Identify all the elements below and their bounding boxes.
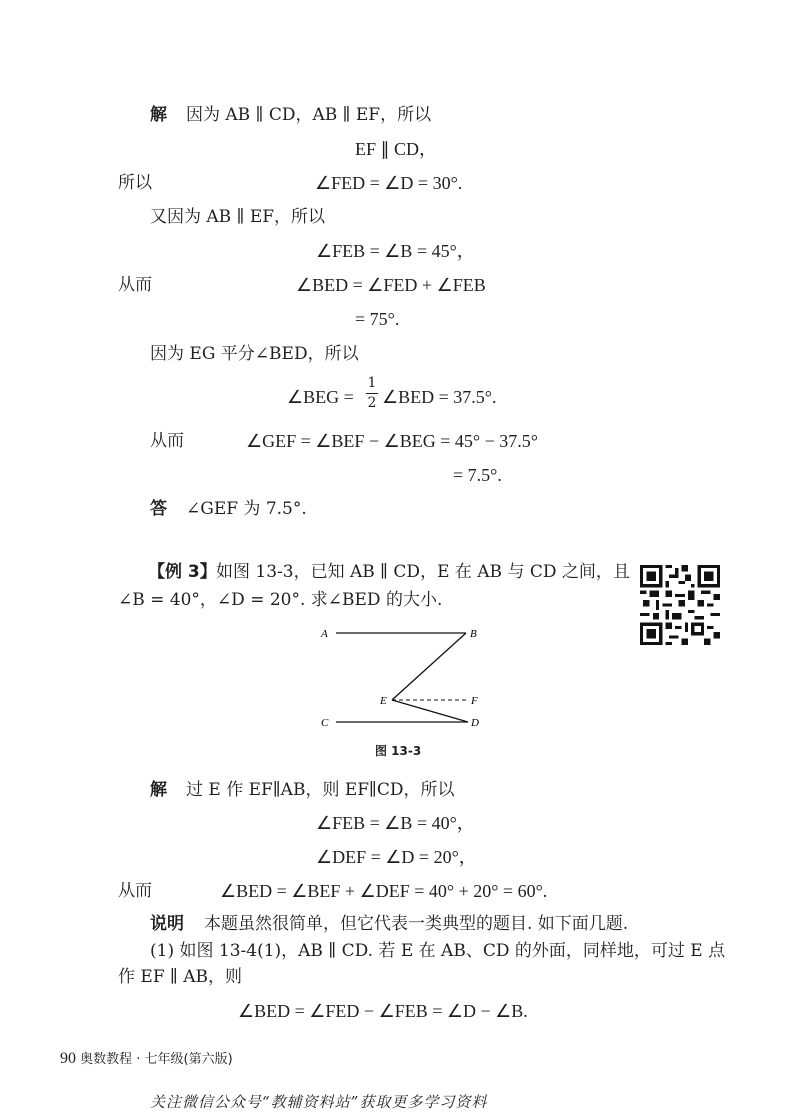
segment-ed xyxy=(392,700,468,722)
equation-right: ∠BED = 37.5°. xyxy=(382,387,497,407)
line-prefix: 所以 xyxy=(118,173,152,193)
line-prefix: 从而 xyxy=(118,275,152,295)
equation-line: ∠DEF = ∠D = 20°， xyxy=(316,847,477,867)
note-line: (1) 如图 13-4(1)，AB ∥ CD. 若 E 在 AB、CD 的外面，同样地，可过 E 点 xyxy=(150,941,726,961)
equation-line: ∠BED = ∠FED − ∠FEB = ∠D − ∠B. xyxy=(238,1001,528,1021)
segment-be xyxy=(392,633,466,700)
line-prefix: 从而 xyxy=(118,881,152,901)
page-number: 90 xyxy=(60,1050,76,1067)
solution-label: 解 xyxy=(150,780,167,800)
qr-code-image xyxy=(640,565,720,645)
point-label-d: D xyxy=(471,717,479,729)
figure-13-3 xyxy=(310,622,490,737)
note-label: 说明 xyxy=(150,914,184,934)
equation-line: ∠FED = ∠D = 30°. xyxy=(315,173,463,193)
equation-line: ∠BED = ∠FED + ∠FEB xyxy=(296,275,486,295)
example-line: 如图 13-3，已知 AB ∥ CD，E 在 AB 与 CD 之间，且 xyxy=(216,562,630,582)
watermark-text: 关注微信公众号“教辅资料站”获取更多学习资料 xyxy=(150,1093,488,1111)
page-footer xyxy=(60,1048,233,1068)
fraction-bar xyxy=(366,393,378,394)
equation-line: = 7.5°. xyxy=(453,465,502,485)
equation-line: EF ∥ CD， xyxy=(355,139,438,159)
point-label-a: A xyxy=(321,628,328,640)
equation-line: ∠BED = ∠BEF + ∠DEF = 40° + 20° = 60°. xyxy=(220,881,548,901)
point-label-b: B xyxy=(470,628,477,640)
equation-line: ∠GEF = ∠BEF − ∠BEG = 45° − 37.5° xyxy=(246,431,538,451)
solution-line: 因为 EG 平分∠BED，所以 xyxy=(150,344,359,364)
figure-caption: 图 13-3 xyxy=(375,744,422,758)
note-line: 本题虽然很简单，但它代表一类典型的题目. 如下面几题. xyxy=(204,914,629,934)
note-line: 作 EF ∥ AB，则 xyxy=(118,967,243,987)
example-label: 【例 3】 xyxy=(148,562,217,582)
equation-line: = 75°. xyxy=(355,309,400,329)
fraction-denominator: 2 xyxy=(367,395,377,411)
solution-line: 因为 AB ∥ CD，AB ∥ EF，所以 xyxy=(186,105,432,125)
equation-left: ∠BEG = xyxy=(287,387,354,407)
equation-line: ∠FEB = ∠B = 45°， xyxy=(316,241,475,261)
answer-text: ∠GEF 为 7.5°. xyxy=(186,499,307,519)
equation-line: ∠FEB = ∠B = 40°， xyxy=(316,813,475,833)
solution-line: 又因为 AB ∥ EF，所以 xyxy=(150,207,326,227)
example-line: ∠B = 40°，∠D = 20°. 求∠BED 的大小. xyxy=(118,590,443,610)
answer-label: 答 xyxy=(150,499,167,519)
point-label-f: F xyxy=(471,695,478,707)
solution-label: 解 xyxy=(150,105,167,125)
point-label-c: C xyxy=(321,717,329,729)
point-label-e: E xyxy=(380,695,387,707)
line-prefix: 从而 xyxy=(150,431,184,451)
book-title: 奥数教程 · 七年级(第六版) xyxy=(80,1052,233,1067)
solution-line: 过 E 作 EF∥AB，则 EF∥CD，所以 xyxy=(186,780,455,800)
fraction-numerator: 1 xyxy=(367,375,377,391)
